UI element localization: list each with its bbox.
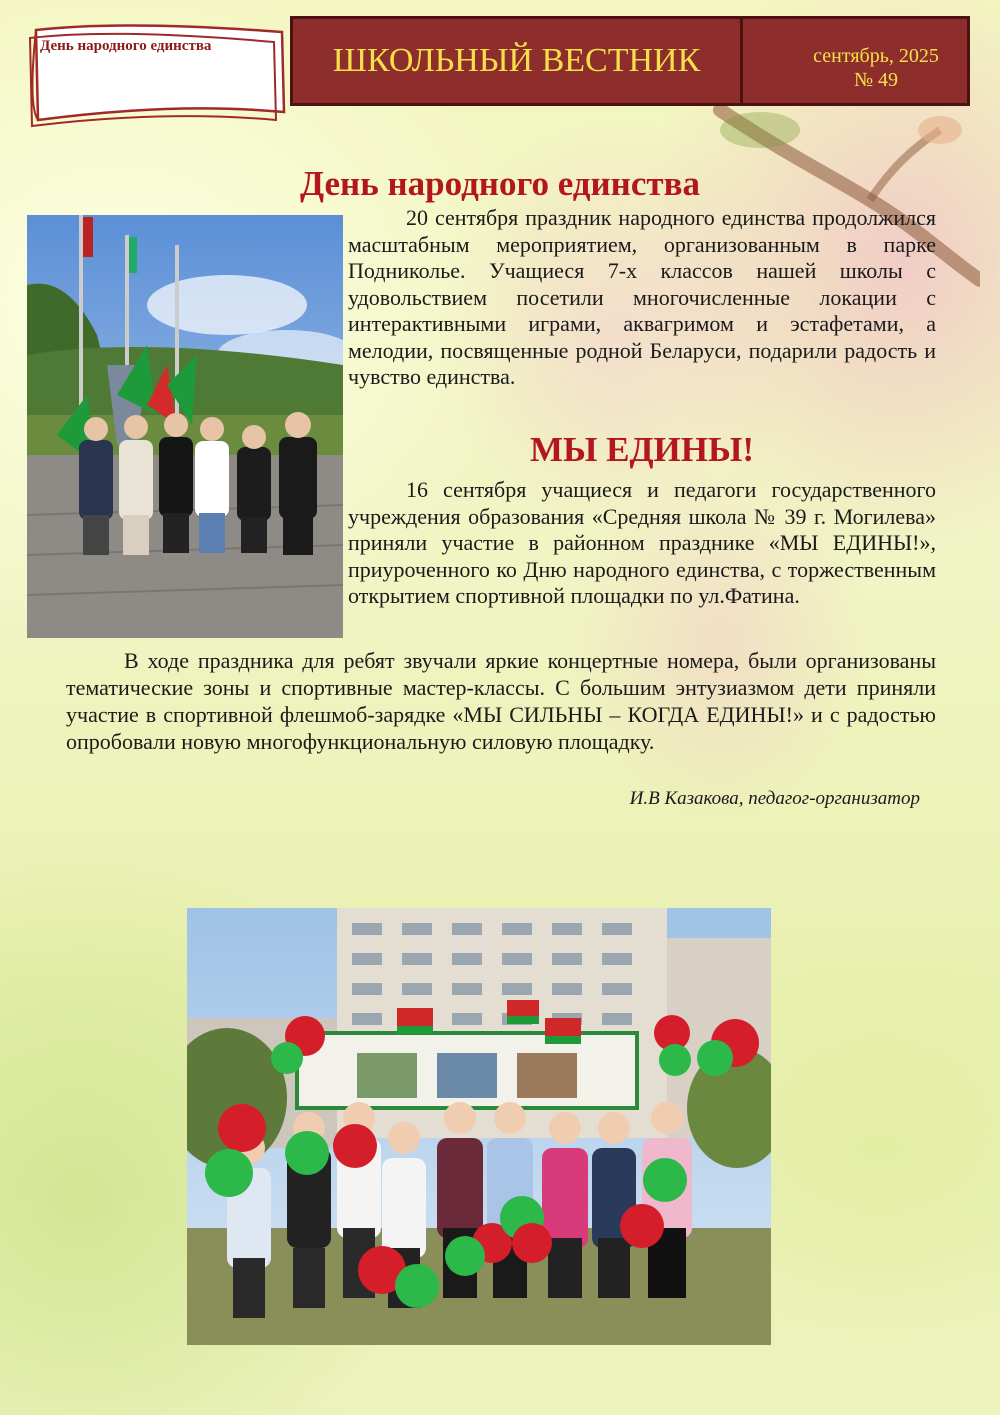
issue-month: сентябрь, 2025 xyxy=(813,45,939,67)
article-heading: День народного единства xyxy=(300,164,700,203)
article-text-2: 16 сентября учащиеся и педагоги государственного учреждения образования «Средняя школа № 39 г. Могилева» приняли участие в районном празднике «МЫ ЕДИНЫ!», приуроченного ко Дню народного единства, с торжественным открытием спортивной площадки по ул.Фатина. xyxy=(348,477,936,608)
issue-info xyxy=(745,19,967,103)
balloons-group-photo xyxy=(187,908,771,1345)
article-text-1: 20 сентября праздник народного единства продолжился масштабным мероприятием, организованным в парке Подниколье. Учащиеся 7-х классов нашей школы с удовольствием посетили многочисленные локации с интерактивными играми, аквагримом и эстафетами, а мелодии, посвященные родной Беларуси, подарили радость и чувство единства. xyxy=(348,205,936,389)
newspaper-title: ШКОЛЬНЫЙ ВЕСТНИК xyxy=(293,19,743,103)
article-text-3: В ходе праздника для ребят звучали яркие концертные номера, были организованы тематические зоны и спортивные мастер-классы. С большим энтузиазмом дети приняли участие в спортивной флешмоб-зарядке «МЫ СИЛЬНЫ – КОГДА ЕДИНЫ!» и с радостью опробовали новую многофункциональную силовую площадку. xyxy=(66,648,936,754)
issue-number: № 49 xyxy=(853,69,899,91)
scroll-banner xyxy=(24,16,294,128)
author-signature: И.В Казакова, педагог-организатор xyxy=(629,788,920,809)
newspaper-header xyxy=(290,16,970,106)
park-group-photo xyxy=(27,215,343,638)
article-heading-2: МЫ ЕДИНЫ! xyxy=(529,430,755,469)
scroll-label: День народного единства xyxy=(40,38,212,54)
